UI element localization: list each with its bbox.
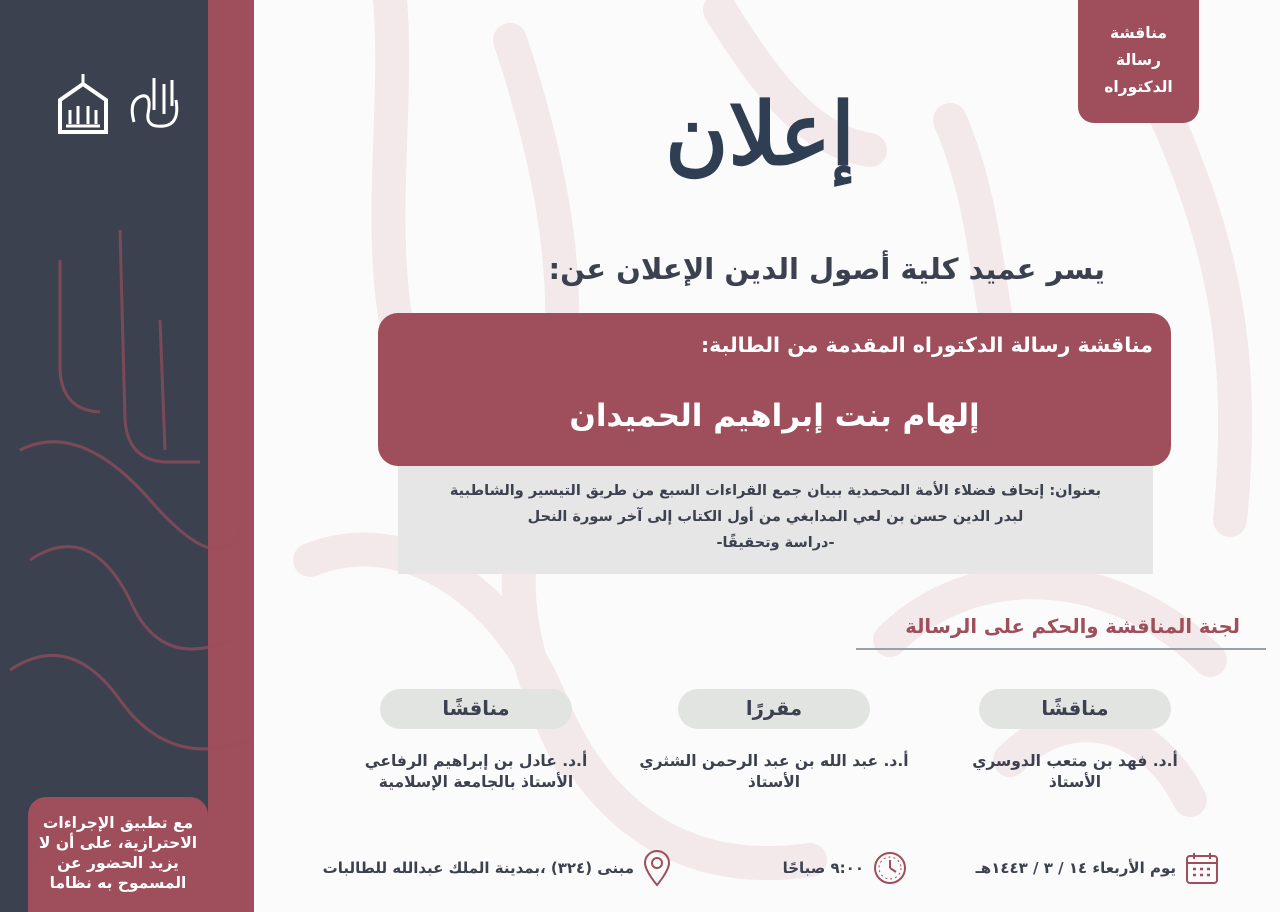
member-role-badge: مقررًا [678, 689, 870, 729]
clock-icon [872, 850, 908, 886]
location-text: مبنى (٣٢٤) ،بمدينة الملك عبدالله للطالبات [322, 859, 634, 877]
university-logo [52, 70, 114, 140]
committee-member [624, 689, 924, 793]
member-name: أ.د. فهد بن متعب الدوسري [972, 752, 1178, 770]
member-title: الأستاذ بالجامعة الإسلامية [378, 773, 574, 791]
intro-text: يسر عميد كلية أصول الدين الإعلان عن: [548, 252, 1105, 286]
thesis-title-line2: لبدر الدين حسن بن لعي المدابغي من أول الكتاب إلى آخر سورة النحل [527, 509, 1024, 525]
committee-divider [856, 648, 1266, 650]
calendar-icon [1184, 850, 1220, 886]
time-text: ٩:٠٠ صباحًا [782, 859, 864, 877]
location-detail [323, 848, 672, 888]
thesis-title-line3: -دراسة وتحقيقًا- [716, 535, 835, 551]
member-title: الأستاذ [1048, 773, 1102, 791]
corner-tag-line1: مناقشة [1109, 24, 1168, 42]
member-role-badge: مناقشًا [380, 689, 572, 729]
sidebar [0, 0, 254, 912]
member-name: أ.د. عبد الله بن عبد الرحمن الشثري [639, 752, 909, 770]
thesis-title [398, 466, 1153, 574]
committee-member [326, 689, 626, 793]
member-role-badge: مناقشًا [979, 689, 1171, 729]
member-name: أ.د. عادل بن إبراهيم الرفاعي [364, 752, 588, 770]
student-name: إلهام بنت إبراهيم الحميدان [569, 398, 980, 434]
date-text: يوم الأربعاء ١٤ / ٣ / ١٤٤٣هـ [975, 859, 1176, 877]
corner-tag-line3: الدكتوراه [1104, 78, 1173, 96]
committee-member [925, 689, 1225, 793]
location-pin-icon [642, 849, 672, 887]
corner-tag-line2: رسالة [1115, 51, 1162, 69]
member-title: الأستاذ [747, 773, 801, 791]
committee-heading: لجنة المناقشة والحكم على الرسالة [905, 615, 1240, 638]
date-detail [976, 848, 1220, 888]
sidebar-calligraphy [0, 200, 254, 800]
student-card [378, 313, 1171, 466]
college-logo [124, 70, 186, 140]
corner-tag [1078, 0, 1199, 123]
thesis-title-line1: بعنوان: إتحاف فضلاء الأمة المحمدية ببيان جمع القراءات السبع من طريق التيسير والشاطبية [449, 483, 1102, 499]
time-detail [783, 848, 908, 888]
precautions-notice: مع تطبيق الإجراءات الاحترازية، على أن لا يزيد الحضور عن المسموح به نظاما [28, 797, 208, 912]
student-card-label: مناقشة رسالة الدكتوراه المقدمة من الطالبة: [700, 333, 1153, 357]
headline: إعلان [665, 84, 855, 185]
